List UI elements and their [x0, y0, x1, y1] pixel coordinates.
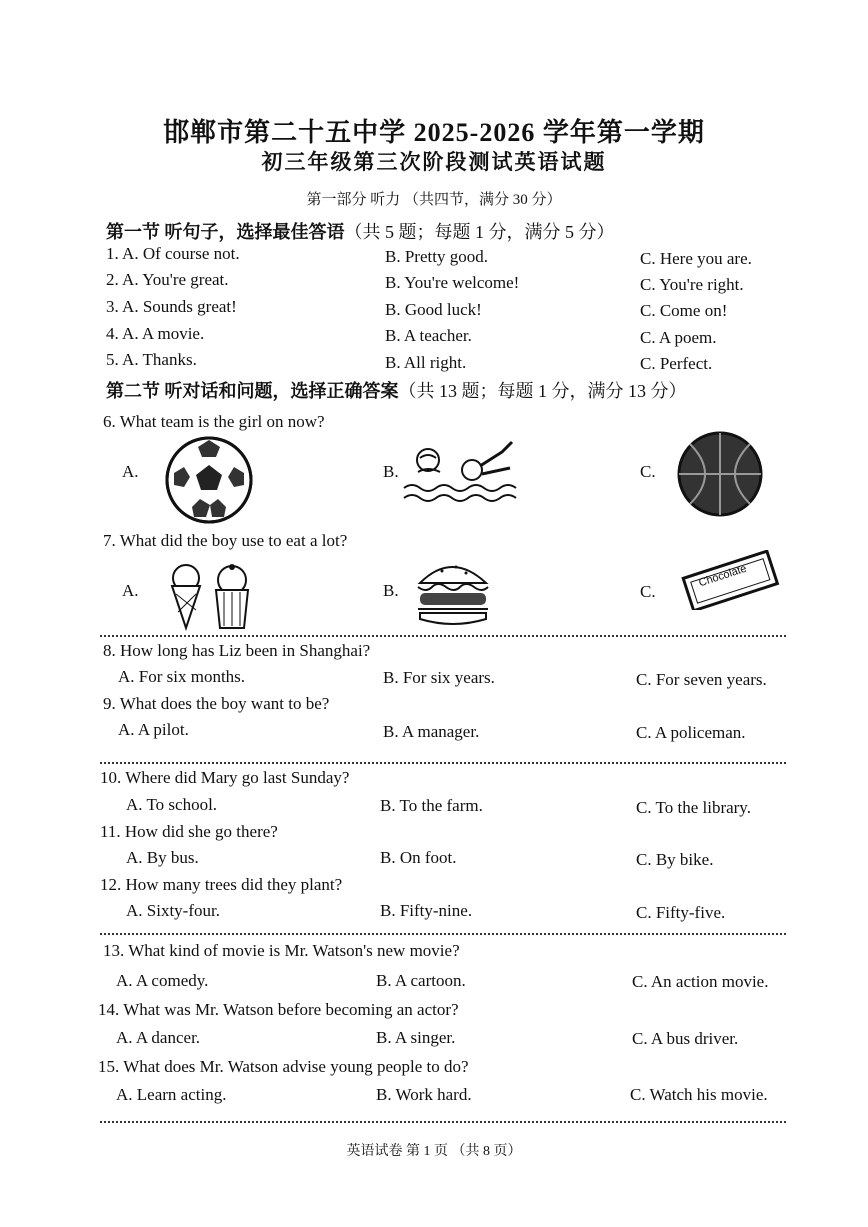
q13-option-a: A. A comedy.	[116, 971, 209, 990]
part-heading: 第一部分 听力 （共四节，满分 30 分）	[306, 192, 562, 208]
q8-option-c: C. For seven years.	[636, 670, 767, 689]
question-6: 6. What team is the girl on now?	[103, 412, 325, 431]
s1-row3-b: B. Good luck!	[385, 300, 482, 319]
question-12: 12. How many trees did they plant?	[100, 875, 343, 894]
q10-option-a: A. To school.	[126, 795, 218, 814]
swimming-image	[400, 438, 520, 510]
q7-letter-c: C.	[640, 582, 656, 601]
chocolate-image	[680, 550, 780, 610]
q7-letter-b: B.	[383, 581, 399, 600]
s1-row2-a: 2. A. You're great.	[106, 270, 229, 289]
s1-row3-c: C. Come on!	[640, 301, 728, 320]
soccer-ball-image	[164, 435, 254, 525]
s1-row5-a: 5. A. Thanks.	[106, 350, 197, 369]
question-13: 13. What kind of movie is Mr. Watson's new movie?	[103, 941, 460, 960]
exam-title: 邯郸市第二十五中学 2025-2026 学年第一学期	[163, 118, 705, 147]
s1-row1-c: C. Here you are.	[640, 249, 752, 268]
section2-heading	[106, 377, 687, 403]
s1-row5-c: C. Perfect.	[640, 354, 713, 373]
s1-row2-b: B. You're welcome!	[385, 273, 520, 292]
q10-option-b: B. To the farm.	[380, 796, 483, 815]
divider-3	[100, 933, 786, 935]
q15-option-a: A. Learn acting.	[116, 1085, 227, 1104]
divider-2	[100, 762, 786, 764]
page-footer: 英语试卷 第 1 页 （共 8 页）	[346, 1144, 522, 1159]
divider-4	[100, 1121, 786, 1123]
s1-row1-b: B. Pretty good.	[385, 247, 488, 266]
section2-note: （共 13 题；每题 1 分，满分 13 分）	[398, 381, 687, 401]
q13-option-b: B. A cartoon.	[376, 971, 466, 990]
divider-1	[100, 635, 786, 637]
section1-note: （共 5 题；每题 1 分，满分 5 分）	[344, 222, 615, 242]
q11-option-b: B. On foot.	[380, 848, 457, 867]
section2-title: 第二节 听对话和问题，选择正确答案	[106, 381, 399, 401]
question-9: 9. What does the boy want to be?	[103, 694, 330, 713]
q10-option-c: C. To the library.	[636, 798, 751, 817]
section1-heading	[106, 218, 615, 244]
question-15: 15. What does Mr. Watson advise young people to do?	[98, 1057, 469, 1076]
q14-option-c: C. A bus driver.	[632, 1029, 739, 1048]
s1-row4-a: 4. A. A movie.	[106, 324, 205, 343]
question-8: 8. How long has Liz been in Shanghai?	[103, 641, 371, 660]
q8-option-a: A. For six months.	[118, 667, 246, 686]
q11-option-a: A. By bus.	[126, 848, 199, 867]
q6-letter-a: A.	[122, 462, 139, 481]
s1-row5-b: B. All right.	[385, 353, 467, 372]
q7-letter-a: A.	[122, 581, 139, 600]
s1-row3-a: 3. A. Sounds great!	[106, 297, 237, 316]
q15-option-c: C. Watch his movie.	[630, 1085, 768, 1104]
q12-option-a: A. Sixty-four.	[126, 901, 220, 920]
q9-option-b: B. A manager.	[383, 722, 480, 741]
q6-letter-c: C.	[640, 462, 656, 481]
s1-row4-b: B. A teacher.	[385, 326, 472, 345]
section1-title: 第一节 听句子，选择最佳答语	[106, 222, 345, 242]
basketball-image	[676, 430, 764, 518]
q14-option-a: A. A dancer.	[116, 1028, 201, 1047]
q11-option-c: C. By bike.	[636, 850, 714, 869]
s1-row1-a: 1. A. Of course not.	[106, 244, 240, 263]
hamburger-image	[414, 553, 492, 627]
q9-option-c: C. A policeman.	[636, 723, 746, 742]
question-14: 14. What was Mr. Watson before becoming an actor?	[98, 1000, 459, 1019]
ice-cream-image	[164, 562, 256, 632]
question-11: 11. How did she go there?	[100, 822, 278, 841]
q8-option-b: B. For six years.	[383, 668, 495, 687]
q12-option-c: C. Fifty-five.	[636, 903, 726, 922]
q6-letter-b: B.	[383, 462, 399, 481]
question-7: 7. What did the boy use to eat a lot?	[103, 531, 348, 550]
q14-option-b: B. A singer.	[376, 1028, 456, 1047]
q13-option-c: C. An action movie.	[632, 972, 769, 991]
chocolate-label: Chocolate	[697, 562, 749, 590]
q12-option-b: B. Fifty-nine.	[380, 901, 473, 920]
question-10: 10. Where did Mary go last Sunday?	[100, 768, 350, 787]
q9-option-a: A. A pilot.	[118, 720, 189, 739]
s1-row4-c: C. A poem.	[640, 328, 717, 347]
q15-option-b: B. Work hard.	[376, 1085, 472, 1104]
s1-row2-c: C. You're right.	[640, 275, 744, 294]
exam-subtitle: 初三年级第三次阶段测试英语试题	[261, 150, 607, 174]
